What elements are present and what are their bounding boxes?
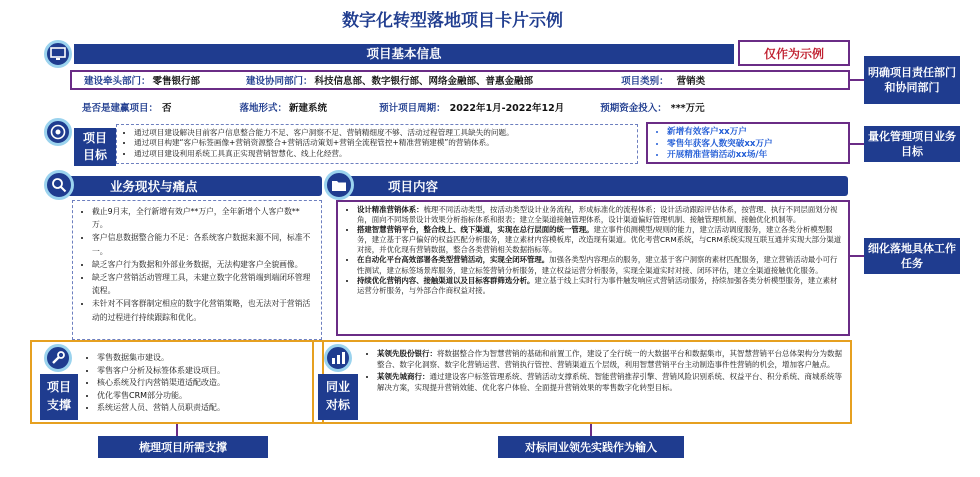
peer-title-line1: 同业 xyxy=(325,380,350,394)
folder-icon xyxy=(331,178,347,192)
status-item: • 未针对不同客群制定相应的数字化营销策略，也无法对于营销活动的过程进行持续跟踪和优化。 xyxy=(92,297,315,323)
magnifier-icon xyxy=(51,177,67,193)
content-item-text: 建立事件侦测模型/规则的能力，建立活动调度服务，建立各类分析模型服务，建立基于客户偏好的权益匹配分析服务，建立素材内容模板库，改造现有渠道。优化考营CRM系统，与CRM系统实现互联互通并实现大部分渠道对接，并优化现有营销数据，整合各类营销相关数据指标等。 xyxy=(357,225,842,255)
goal-item: • 通过项目建设利用系统工具真正实现营销智慧化、线上化经营。 xyxy=(134,149,633,159)
monitor-icon xyxy=(50,47,66,61)
content-icon-wrap xyxy=(324,170,354,200)
connector-low xyxy=(850,255,864,257)
metric-item: • 零售年获客人数突破xx万户 xyxy=(667,139,842,151)
status-box xyxy=(72,200,322,340)
metric-item: • 新增有效客户xx万户 xyxy=(667,127,842,139)
peer-item-text: 通过建设客户标签管理系统、营销活动支撑系统、智能营销推荐引擎、营销风险识别系统、权益平台、积分系统、商城系统等解决方案，实现提升营销效能、优化客户体验、全面提升营销效果的零售数字化转型目标。 xyxy=(377,371,842,393)
goals-box xyxy=(116,124,638,164)
status-item: • 截止9月末，全行新增有效户**万户，全年新增个人客户数**万。 xyxy=(92,205,315,231)
peer-icon-wrap xyxy=(324,344,352,372)
period-label: 预计项目周期： xyxy=(379,103,446,114)
content-item-text: 建立基于线上实时行为事件触发响应式营销活动服务，持续加强各类分析模型服务，建立素材运营分析服务，与外部合作商权益对接。 xyxy=(357,275,838,295)
callout-tasks xyxy=(864,238,960,274)
connector-bottom-left xyxy=(176,424,178,436)
connector-bottom-right xyxy=(590,424,592,436)
content-header-text: 项目内容 xyxy=(388,179,439,194)
content-item-bold: 搭建智慧营销平台，整合线上、线下渠道，实现在总行层面的统一管理。 xyxy=(357,225,594,235)
support-list xyxy=(84,352,316,415)
peer-title xyxy=(318,374,358,420)
status-header xyxy=(60,176,322,196)
rebuild-label: 是否是建赢项目： xyxy=(82,103,159,114)
support-item: • 零售数据集市建设。 xyxy=(97,352,316,365)
goals-icon-wrap xyxy=(44,118,72,146)
content-box xyxy=(336,200,850,336)
peer-title-line2: 对标 xyxy=(325,398,350,412)
metric-item: • 开展精准营销活动xx场/年 xyxy=(667,150,842,162)
peer-item xyxy=(377,348,846,371)
category-value: 营销类 xyxy=(676,76,706,87)
callout-peer xyxy=(498,436,684,458)
peer-item xyxy=(377,371,846,394)
goals-title-line1: 项目 xyxy=(82,131,107,145)
support-item: • 优化零售CRM部分功能。 xyxy=(97,390,316,403)
basic-info-icon-wrap xyxy=(44,40,72,68)
support-title xyxy=(40,374,78,420)
content-item-bold: 持续优化营销内容、接触渠道以及目标客群筛选分析。 xyxy=(357,275,535,285)
goal-item: • 通过项目建设解决目前客户信息整合能力不足、客户洞察不足、营销精细度不够、活动过程管理工具缺失的问题。 xyxy=(134,128,633,138)
support-box xyxy=(80,350,320,420)
peer-box xyxy=(360,346,850,422)
goal-item: • 通过项目构建“客户标签画像+营销资源整合+营销活动策划+营销全流程管控+精准营销建模”的营销体系。 xyxy=(134,138,633,148)
peer-item-text: 将数据整合作为智慧营销的基础和前置工作，建设了全行统一的大数据平台和数据集市，其智慧营销平台总体架构分为数据整合、数字化洞察、数字化营销运营、营销执行管控、营销渠道五个层级，利用智慧营销平台主动制造事件性营销的机会，增加客户触点。 xyxy=(377,349,842,370)
chart-icon xyxy=(330,351,346,365)
form-value: 新建系统 xyxy=(289,103,328,114)
peer-item-bold: 某领先股份银行： xyxy=(377,349,437,358)
metrics-box xyxy=(646,122,850,164)
page-title: 数字化转型落地项目卡片示例 xyxy=(342,11,563,31)
status-item: • 客户信息数据整合能力不足：各系统客户数据来源不同，标准不一。 xyxy=(92,231,315,257)
content-item xyxy=(357,205,842,225)
metrics-list xyxy=(654,127,842,162)
support-item: • 零售客户分析及标签体系建设项目。 xyxy=(97,365,316,378)
example-tag-text: 仅作为示例 xyxy=(763,46,824,61)
info-row-2 xyxy=(70,98,850,116)
content-list xyxy=(344,205,842,296)
goals-title-line2: 目标 xyxy=(82,148,107,162)
callout-tasks-text: 细化落地具体工作任务 xyxy=(868,242,956,270)
status-list xyxy=(79,205,315,324)
support-icon-wrap xyxy=(44,344,72,372)
callout-goals-text: 量化管理项目业务目标 xyxy=(868,130,956,158)
support-title-line1: 项目 xyxy=(46,380,71,394)
coop-dept-label: 建设协同部门： xyxy=(246,76,313,87)
lead-dept-value: 零售银行部 xyxy=(152,76,201,87)
goals-list xyxy=(121,128,633,159)
content-item-bold: 设计精准营销体系： xyxy=(357,205,424,214)
callout-support xyxy=(98,436,268,458)
connector-top xyxy=(850,79,864,81)
period-value: 2022年1月-2022年12月 xyxy=(449,103,565,114)
support-item: • 核心系统及行内营销渠道适配改造。 xyxy=(97,377,316,390)
content-item-bold: 在自动化平台高效部署各类型营销活动，实现全闭环管理。 xyxy=(357,255,550,265)
peer-item-bold: 某领先城商行： xyxy=(377,371,430,381)
dept-row xyxy=(70,70,850,90)
content-header xyxy=(336,176,848,196)
content-item xyxy=(357,255,842,275)
form-label: 落地形式： xyxy=(239,103,288,114)
connector-mid xyxy=(850,143,864,145)
status-header-text: 业务现状与痛点 xyxy=(110,179,198,194)
lead-dept-label: 建设牵头部门： xyxy=(84,76,151,87)
support-item: • 系统运营人员、营销人员职责适配。 xyxy=(97,402,316,415)
callout-peer-text: 对标同业领先实践作为输入 xyxy=(525,440,657,454)
callout-dept xyxy=(864,56,960,104)
content-item xyxy=(357,276,842,296)
content-item-text: 加强各类型内容理点的服务，建立基于客户洞察的素材匹配服务，建立营销活动最小可行性测试，建立标签场景库服务，建立标签营销分析服务，建立权益运营分析服务，实现全渠道实时对接、闭环评估，建立全渠道接触优化服务。 xyxy=(357,255,838,275)
budget-value: ***万元 xyxy=(670,103,705,114)
callout-support-text: 梳理项目所需支撑 xyxy=(139,440,227,454)
target-icon xyxy=(50,124,66,140)
status-icon-wrap xyxy=(44,170,74,200)
rebuild-value: 否 xyxy=(162,103,172,114)
support-title-line2: 支撑 xyxy=(46,398,71,412)
callout-dept-text: 明确项目责任部门和协同部门 xyxy=(868,66,956,94)
callout-goals xyxy=(864,126,960,162)
coop-dept-value: 科技信息部、数字银行部、网络金融部、普惠金融部 xyxy=(314,76,534,87)
goals-title xyxy=(74,128,116,166)
budget-label: 预期资金投入： xyxy=(600,103,667,114)
status-item: • 缺乏客户营销活动管理工具，未建立数字化营销端到端闭环管理流程。 xyxy=(92,271,315,297)
peer-list xyxy=(364,348,846,394)
example-tag xyxy=(738,40,850,66)
status-item: • 缺乏客户行为数据和外部业务数据，无法构建客户全貌画像。 xyxy=(92,258,315,271)
content-item xyxy=(357,225,842,255)
basic-info-header: 项目基本信息 xyxy=(74,44,734,64)
wrench-icon xyxy=(50,350,66,366)
category-label: 项目类别： xyxy=(621,76,669,87)
content-item-text: 梳理不同活动类型，按活动类型设计业务流程，形成标准化的流程体系；设计活动跟踪评估体系，按营理、执行不同层面划分视角，面向不同场景设计效果分析指标体系和报表；建立全渠道接触管理体系，设计渠道偏好管理机制、接触管理机制、接触优化机制等。 xyxy=(357,205,838,225)
